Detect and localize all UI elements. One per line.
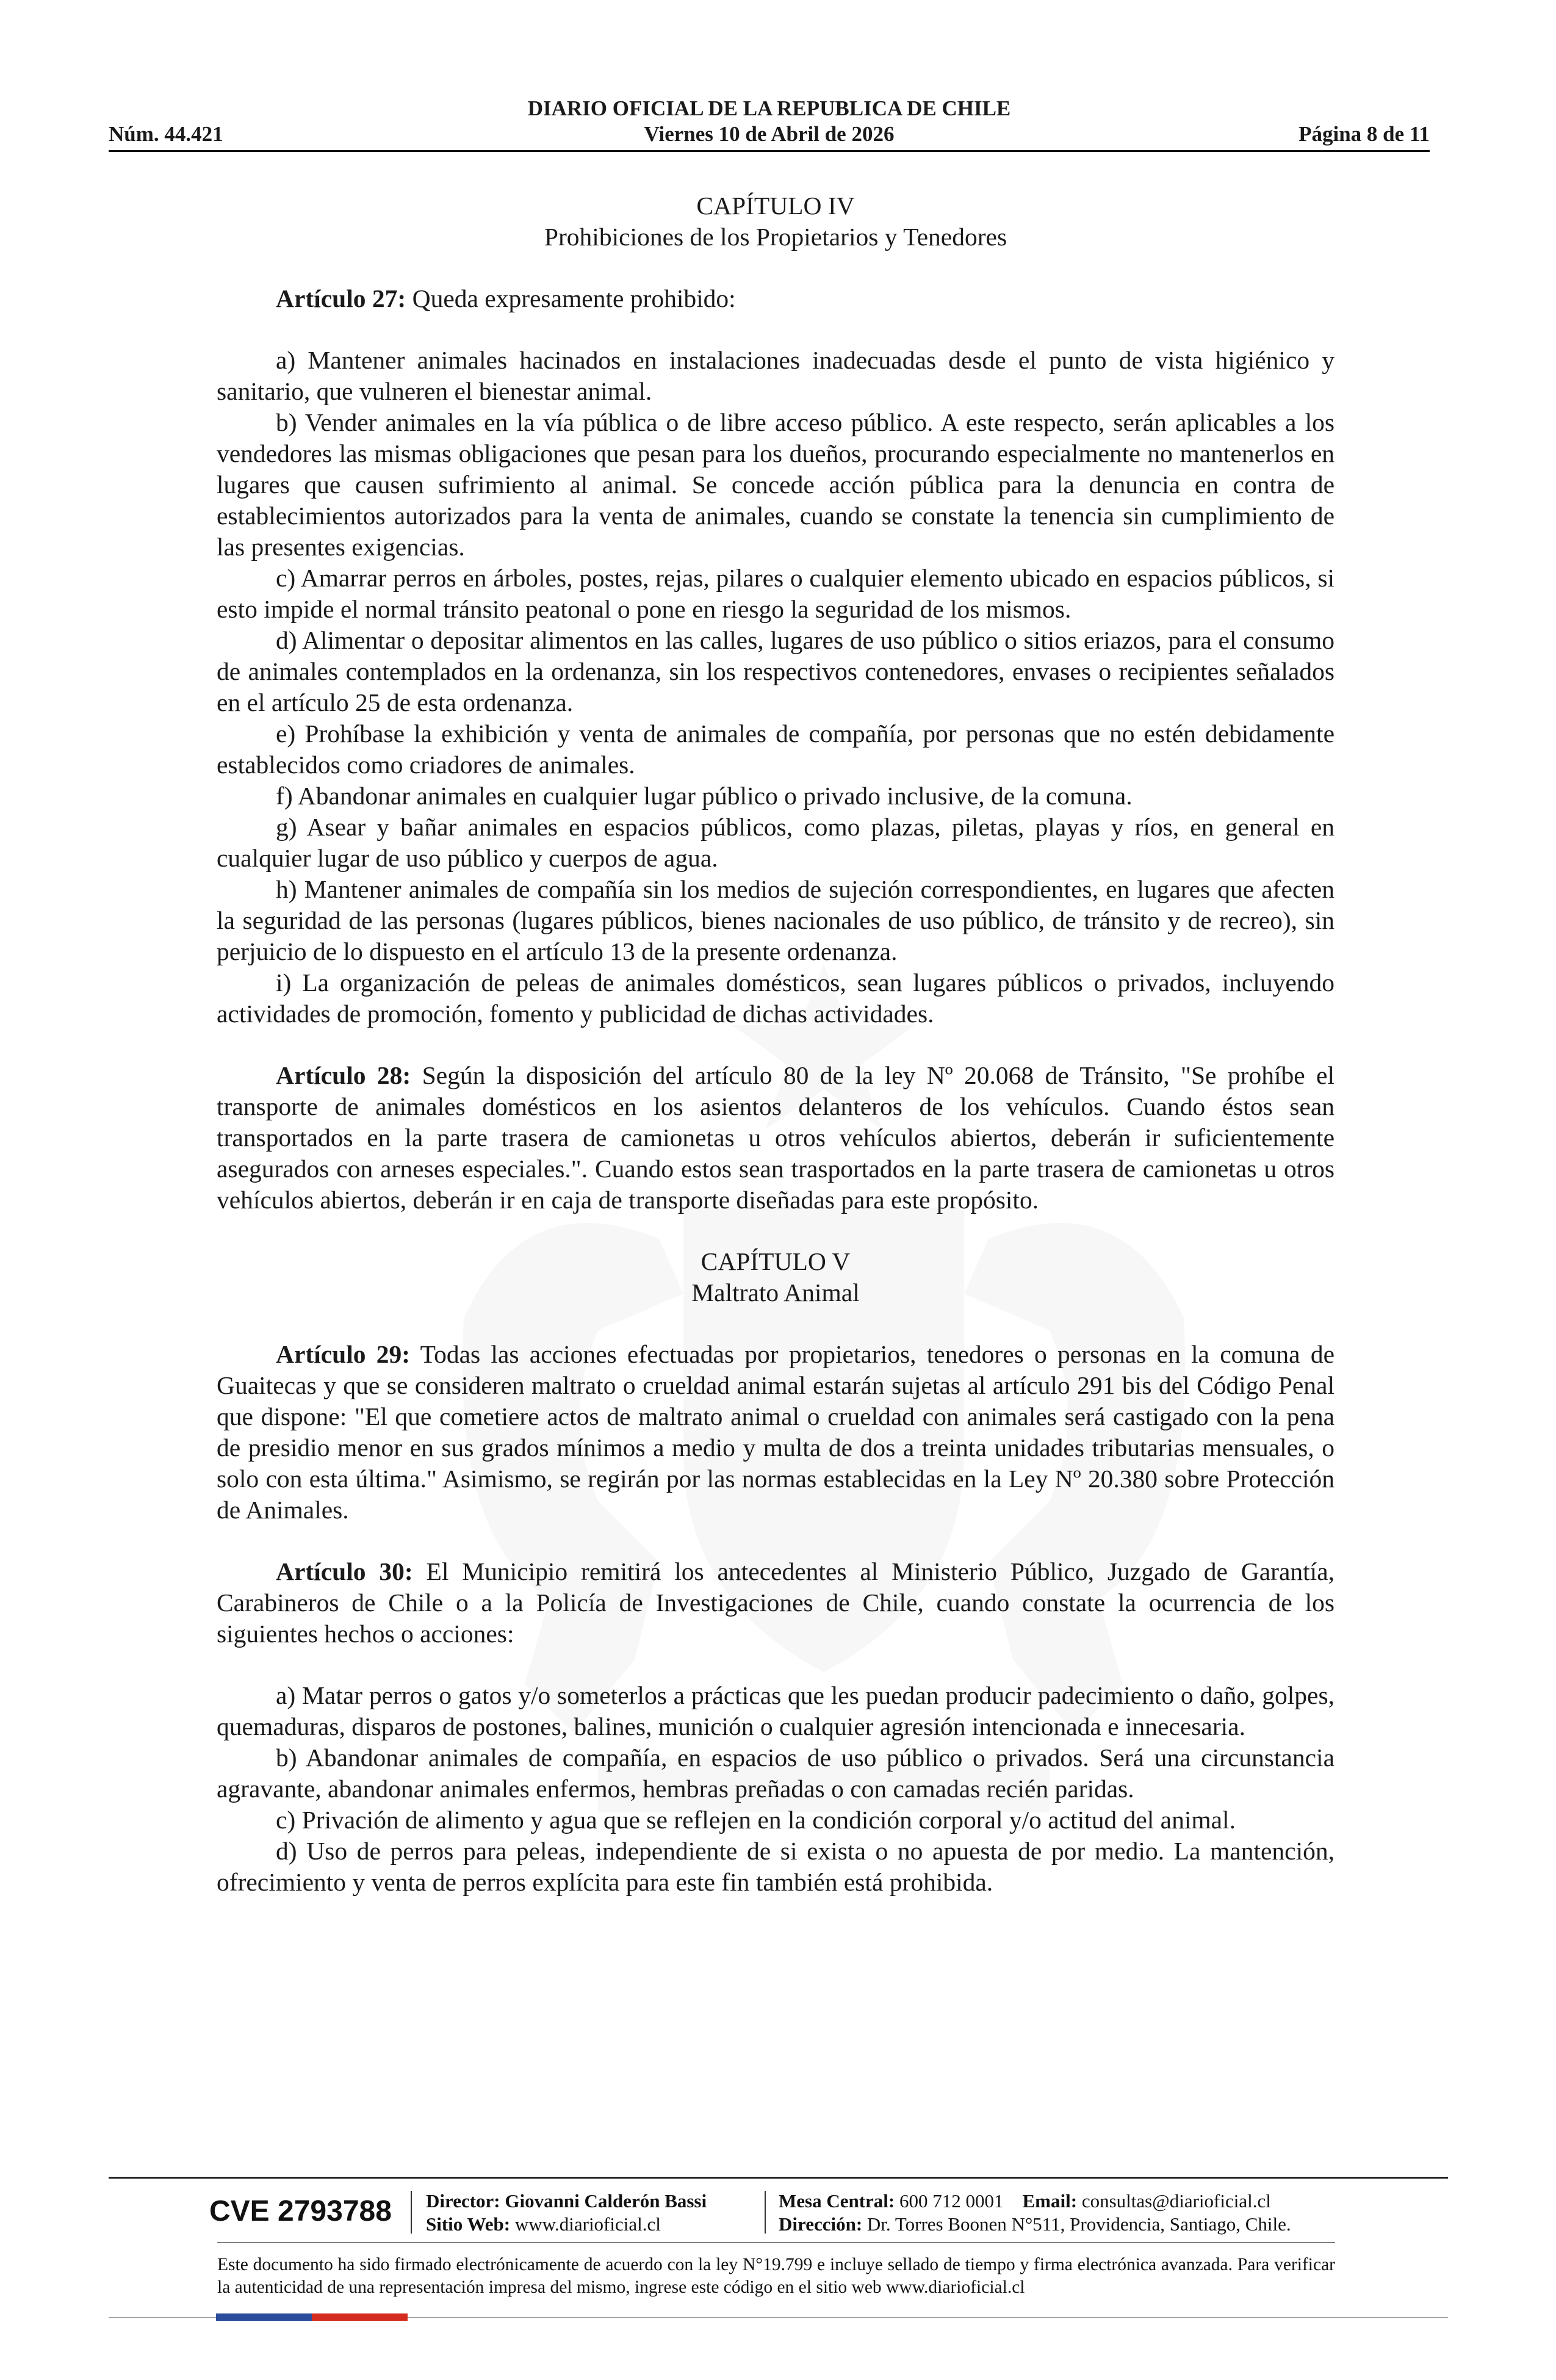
article-28 — [217, 1060, 1334, 1216]
article-text: El Municipio remitirá los antecedentes al Ministerio Público, Juzgado de Garantía, Carabineros de Chile o a la Policía de Investigaciones de Chile, cuando constate la ocurrencia de los siguientes hechos o acciones: — [217, 1557, 1334, 1648]
article-27-intro — [217, 283, 1334, 314]
list-item: e) Prohíbase la exhibición y venta de animales de compañía, por personas que no estén debidamente establecidos como criadores de animales. — [217, 719, 1334, 779]
document-body — [217, 190, 1334, 1898]
article-label: Artículo 27: — [276, 284, 406, 312]
article-29 — [217, 1339, 1334, 1526]
signature-notice: Este documento ha sido firmado electrónicamente de acuerdo con la ley N°19.799 e incluye sellado de tiempo y firma electrónica avanzada. Para verificar la autenticidad de una representación impresa del mismo, ingrese este código en el sitio web www.diarioficial.cl — [217, 2255, 1335, 2297]
article-text: Según la disposición del artículo 80 de la ley Nº 20.068 de Tránsito, "Se prohíbe el transporte de animales domésticos en los asientos delanteros de los vehículos. Cuando éstos sean transportados en la parte trasera de camionetas u otros vehículos abiertos, deberán ir suficientemente asegurados con arneses especiales.". Cuando estos sean trasportados en la parte trasera de camionetas u otros vehículos abiertos, deberán ir en caja de transporte diseñadas para este propósito. — [217, 1061, 1334, 1214]
list-item: a) Matar perros o gatos y/o someterlos a prácticas que les puedan producir padecimiento o daño, golpes, quemaduras, disparos de postones, balines, munición o cualquier agresión intencionada e innecesaria. — [217, 1681, 1334, 1740]
list-item: g) Asear y bañar animales en espacios públicos, como plazas, piletas, playas y ríos, en general en cualquier lugar de uso público y cuerpos de agua. — [217, 813, 1334, 872]
footer-divider — [411, 2191, 412, 2234]
address-value: Dr. Torres Boonen N°511, Providencia, Santiago, Chile. — [866, 2213, 1291, 2235]
page-header — [109, 96, 1430, 152]
list-item: h) Mantener animales de compañía sin los medios de sujeción correspondientes, en lugares que afecten la seguridad de las personas (lugares públicos, bienes nacionales de uso público, de tránsito y de recreo), sin perjuicio de lo dispuesto en el artículo 13 de la presente ordenanza. — [217, 875, 1334, 965]
article-text: Todas las acciones efectuadas por propietarios, tenedores o personas en la comuna de Guaitecas y que se consideren maltrato o crueldad animal estarán sujetas al artículo 291 bis del Código Penal que dispone: "El que cometiere actos de maltrato animal o crueldad con animales será castigado con la pena de presidio menor en sus grados mínimos a medio y multa de dos a treinta unidades tributarias mensuales, o solo con esta última." Asimismo, se regirán por las normas establecidas en la Ley Nº 20.380 sobre Protección de Animales. — [217, 1340, 1335, 1524]
page-number: Página 8 de 11 — [1298, 122, 1430, 146]
email-link[interactable]: consultas@diarioficial.cl — [1081, 2190, 1271, 2212]
list-item: c) Amarrar perros en árboles, postes, rejas, pilares o cualquier elemento ubicado en espacios públicos, si esto impide el normal tránsito peatonal o pone en riesgo la seguridad de los mismos. — [217, 564, 1334, 623]
chapter-subtitle: Maltrato Animal — [691, 1278, 860, 1307]
footer-director-block — [426, 2190, 707, 2236]
flag-blue-stripe — [216, 2313, 312, 2321]
address-label: Dirección: — [779, 2213, 863, 2235]
list-item: d) Alimentar o depositar alimentos en las calles, lugares de uso público o sitios eriazos, para el consumo de animales contemplados en la ordenanza, sin los respectivos contenedores, envases o recipientes señalados en el artículo 25 de esta ordenanza. — [217, 626, 1334, 716]
chapter-heading — [217, 190, 1334, 253]
footer-info-row — [109, 2179, 1448, 2242]
phone-label: Mesa Central: — [779, 2190, 895, 2212]
flag-red-stripe — [312, 2313, 408, 2321]
page-footer — [109, 2177, 1448, 2299]
list-item: d) Uso de perros para peleas, independiente de si exista o no apuesta de por medio. La mantención, ofrecimiento y venta de perros explícita para este fin también está prohibida. — [217, 1837, 1334, 1896]
list-item: i) La organización de peleas de animales domésticos, sean lugares públicos o privados, incluyendo actividades de promoción, fomento y publicidad de dichas actividades. — [217, 968, 1334, 1028]
footer-thin-rule — [217, 2242, 1335, 2243]
cve-code: CVE 2793788 — [209, 2195, 392, 2227]
list-item: b) Vender animales en la vía pública o de libre acceso público. A este respecto, serán aplicables a los vendedores las mismas obligaciones que pesan para los dueños, procurando especialmente no mantenerlos en lugares que causen sufrimiento al animal. Se concede acción pública para la denuncia en contra de establecimientos autorizados para la venta de animales, cuando se constate la tenencia sin cumplimiento de las presentes exigencias. — [217, 408, 1334, 561]
article-label: Artículo 30: — [276, 1557, 413, 1585]
header-row — [109, 121, 1430, 148]
article-30-intro — [217, 1556, 1334, 1650]
email-label: Email: — [1022, 2190, 1078, 2212]
issue-number: Núm. 44.421 — [109, 122, 223, 146]
chapter-subtitle: Prohibiciones de los Propietarios y Tenedores — [544, 223, 1007, 251]
phone-value: 600 712 0001 — [899, 2190, 1004, 2212]
website-link[interactable]: www.diarioficial.cl — [514, 2213, 661, 2235]
chapter-heading — [217, 1246, 1334, 1308]
list-item: a) Mantener animales hacinados en instalaciones inadecuadas desde el punto de vista higiénico y sanitario, que vulneren el bienestar animal. — [217, 346, 1334, 405]
header-rule — [109, 150, 1430, 152]
publication-title: DIARIO OFICIAL DE LA REPUBLICA DE CHILE — [527, 96, 1011, 120]
director-name: Giovanni Calderón Bassi — [505, 2190, 707, 2212]
article-label: Artículo 28: — [276, 1061, 411, 1089]
director-label: Director: — [426, 2190, 500, 2212]
website-label: Sitio Web: — [426, 2213, 511, 2235]
chile-flag-stripe — [216, 2313, 408, 2321]
chapter-title: CAPÍTULO IV — [696, 192, 855, 220]
article-text: Queda expresamente prohibido: — [406, 284, 736, 312]
list-item: b) Abandonar animales de compañía, en espacios de uso público o privados. Será una circunstancia agravante, abandonar animales enfermos, hembras preñadas o con camadas recién paridas. — [217, 1744, 1334, 1803]
article-label: Artículo 29: — [276, 1340, 411, 1368]
list-item: c) Privación de alimento y agua que se reflejen en la condición corporal y/o actitud del animal. — [276, 1806, 1236, 1834]
chapter-title: CAPÍTULO V — [701, 1247, 851, 1275]
issue-date: Viernes 10 de Abril de 2026 — [644, 122, 895, 146]
footer-divider — [765, 2191, 766, 2234]
list-item: f) Abandonar animales en cualquier lugar público o privado inclusive, de la comuna. — [276, 782, 1133, 810]
footer-contact-block — [779, 2190, 1291, 2236]
